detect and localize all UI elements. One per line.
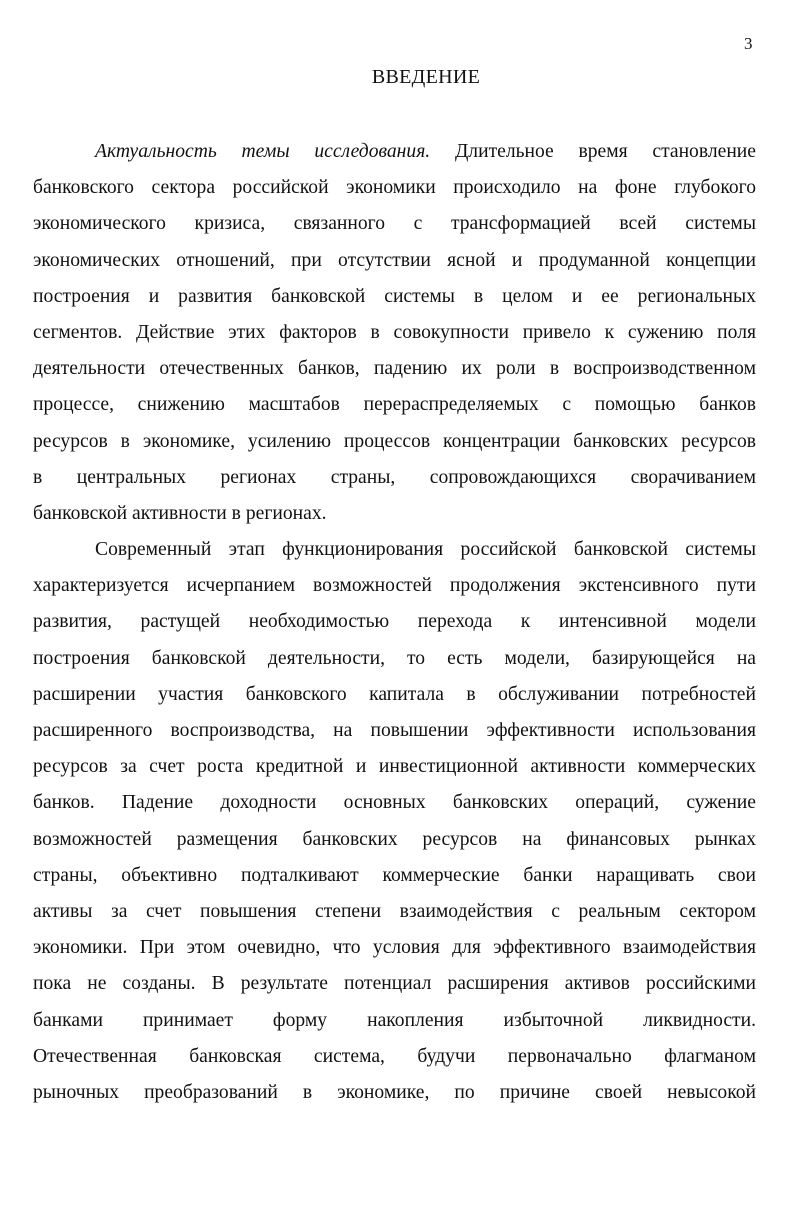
paragraph-2-line: Отечественная банковская система, будучи первоначально флагманом [33, 1045, 756, 1067]
paragraph-1-line: построения и развития банковской системы в целом и ее региональных [33, 285, 756, 307]
paragraph-2-line: банков. Падение доходности основных банковских операций, сужение [33, 792, 756, 814]
paragraph-1-line: сегментов. Действие этих факторов в совокупности привело к сужению поля [33, 321, 756, 343]
paragraph-2-line: активы за счет повышения степени взаимодействия с реальным сектором [33, 900, 756, 922]
paragraph-2-line: построения банковской деятельности, то есть модели, базирующейся на [33, 647, 756, 669]
paragraph-1-line: банковской активности в регионах. [33, 502, 327, 524]
body-text [33, 134, 756, 1111]
paragraph-2-line: расширении участия банковского капитала в обслуживании потребностей [33, 683, 756, 705]
paragraph-2-line: ресурсов за счет роста кредитной и инвестиционной активности коммерческих [33, 756, 756, 778]
paragraph-2-line: рыночных преобразований в экономике, по причине своей невысокой [33, 1081, 756, 1103]
paragraph-1-lead: Актуальность темы исследования. [95, 141, 431, 162]
paragraph-1-line: деятельности отечественных банков, падению их роли в воспроизводственном [33, 358, 756, 380]
paragraph-2-line: развития, растущей необходимостью перехода к интенсивной модели [33, 611, 756, 633]
page-number: 3 [744, 34, 753, 53]
paragraph-1-line: процессе, снижению масштабов перераспределяемых с помощью банков [33, 394, 756, 416]
paragraph-1-line: банковского сектора российской экономики происходило на фоне глубокого [33, 177, 756, 199]
paragraph-2-line: пока не созданы. В результате потенциал расширения активов российскими [33, 973, 756, 995]
paragraph-2-line: экономики. При этом очевидно, что условия для эффективного взаимодействия [33, 937, 756, 959]
paragraph-1-first-line-rest: Длительное время становление [454, 141, 756, 162]
paragraph-1-line: экономического кризиса, связанного с трансформацией всей системы [33, 213, 756, 235]
paragraph-2-line: возможностей размещения банковских ресурсов на финансовых рынках [33, 828, 756, 850]
paragraph-2-line: характеризуется исчерпанием возможностей продолжения экстенсивного пути [33, 575, 756, 597]
paragraph-2-line: страны, объективно подталкивают коммерческие банки наращивать свои [33, 864, 756, 886]
paragraph-2-line: Современный этап функционирования российской банковской системы [95, 539, 756, 561]
paragraph-2-line: банками принимает форму накопления избыточной ликвидности. [33, 1009, 756, 1031]
paragraph-2-line: расширенного воспроизводства, на повышении эффективности использования [33, 720, 756, 741]
paragraph-1-line: в центральных регионах страны, сопровождающихся сворачиванием [33, 466, 756, 488]
section-title: ВВЕДЕНИЕ [371, 66, 481, 88]
paragraph-1-line: ресурсов в экономике, усилению процессов концентрации банковских ресурсов [33, 430, 756, 452]
paragraph-1-line: экономических отношений, при отсутствии ясной и продуманной концепции [33, 249, 756, 271]
paragraph-1-line-0 [33, 134, 756, 170]
